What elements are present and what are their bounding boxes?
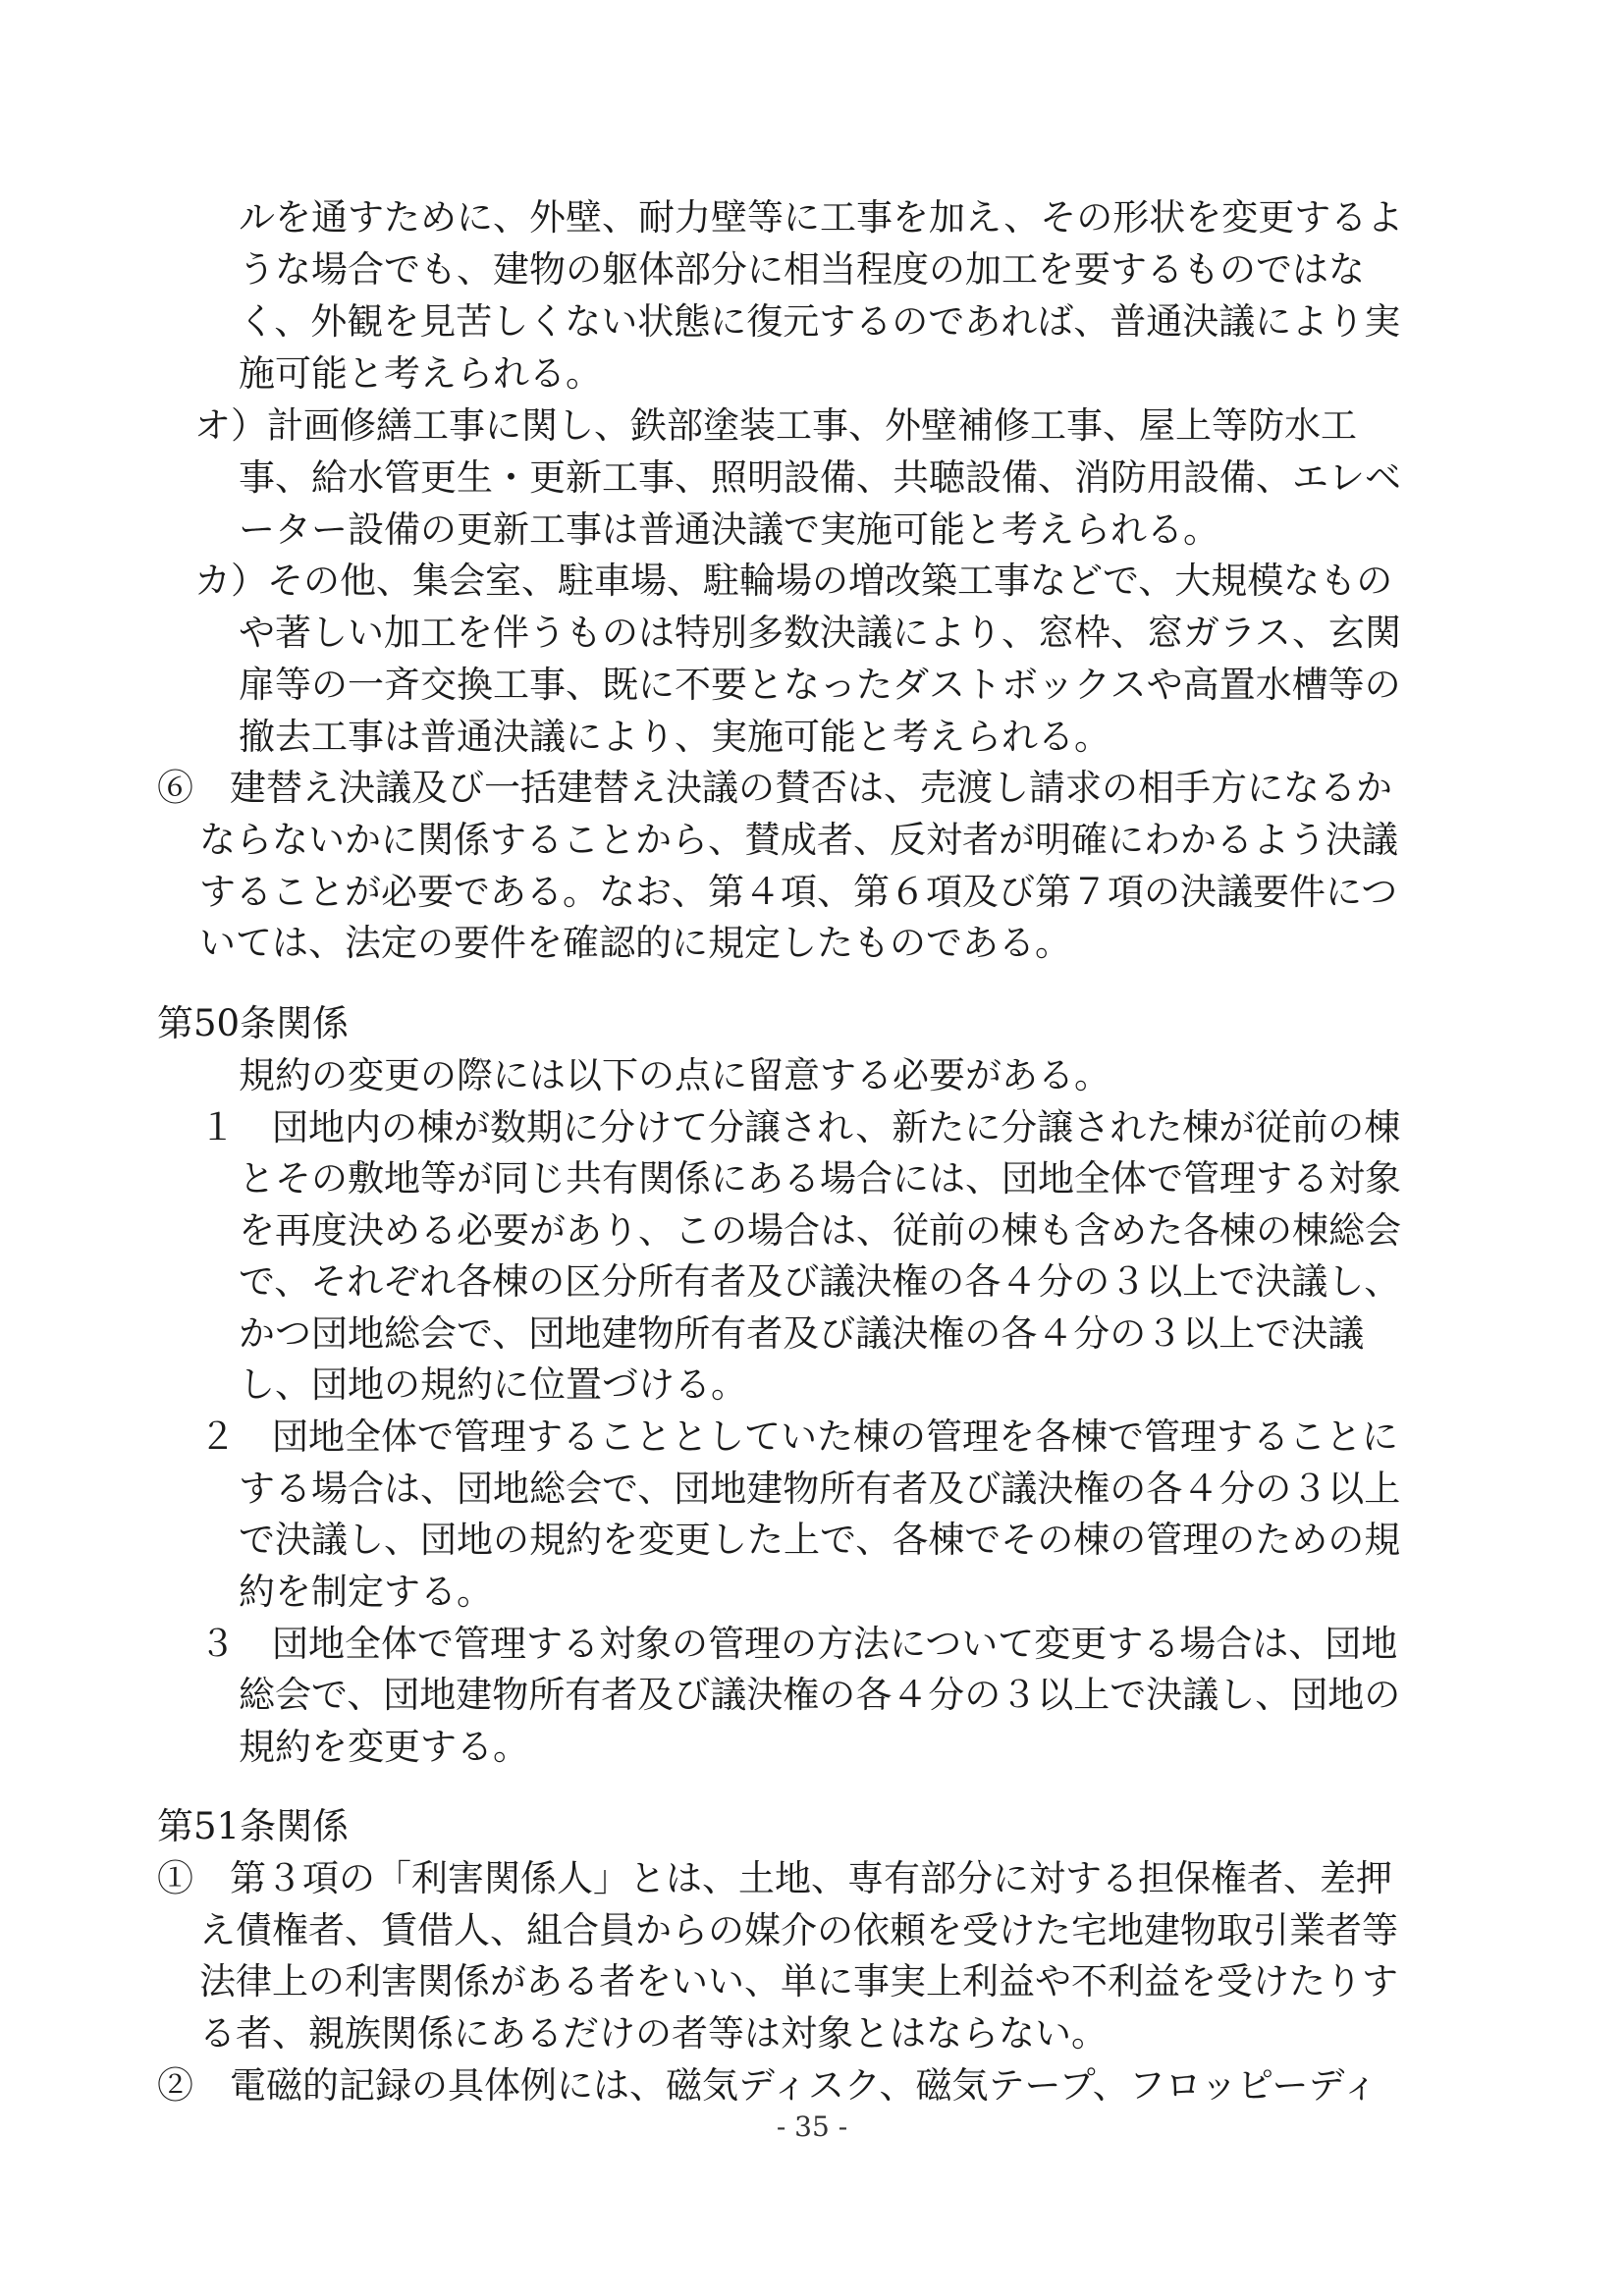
article-50-item2-line: ２ 団地全体で管理することとしていた棟の管理を各棟で管理することに bbox=[199, 1415, 1398, 1458]
article-50-item3-line: 規約を変更する。 bbox=[239, 1726, 529, 1768]
article-50-item1-line: とその敷地等が同じ共有関係にある場合には、団地全体で管理する対象 bbox=[239, 1157, 1401, 1200]
item-6-line: ならないかに関係することから、賛成者、反対者が明確にわかるよう決議 bbox=[199, 819, 1398, 861]
article-50-item1-line: かつ団地総会で、団地建物所有者及び議決権の各４分の３以上で決議 bbox=[239, 1312, 1365, 1355]
item-ka-line: カ）その他、集会室、駐車場、駐輪場の増改築工事などで、大規模なもの bbox=[194, 560, 1393, 602]
article-50-item2-line: で決議し、団地の規約を変更した上で、各棟でその棟の管理のための規 bbox=[239, 1519, 1401, 1561]
continuation-line: ルを通すために、外壁、耐力壁等に工事を加え、その形状を変更するよ bbox=[239, 196, 1404, 239]
article-50-item3-line: 総会で、団地建物所有者及び議決権の各４分の３以上で決議し、団地の bbox=[239, 1674, 1401, 1716]
article-50-item1-line: で、それぞれ各棟の区分所有者及び議決権の各４分の３以上で決議し、 bbox=[239, 1260, 1401, 1303]
continuation-line: く、外観を見苦しくない状態に復元するのであれば、普通決議により実 bbox=[239, 300, 1401, 343]
continuation-line: 施可能と考えられる。 bbox=[239, 352, 602, 395]
article-50-item1-line: し、団地の規約に位置づける。 bbox=[239, 1363, 747, 1406]
item-ka-line: 撤去工事は普通決議により、実施可能と考えられる。 bbox=[239, 716, 1110, 758]
item-ka-line: 扉等の一斉交換工事、既に不要となったダストボックスや高置水槽等の bbox=[239, 664, 1401, 706]
page-number: - 35 - bbox=[776, 2110, 848, 2143]
article-51-item1-line: え債権者、賃借人、組合員からの媒介の依頼を受けた宅地建物取引業者等 bbox=[199, 1909, 1398, 1951]
article-50-item3-line: ３ 団地全体で管理する対象の管理の方法について変更する場合は、団地 bbox=[199, 1623, 1398, 1665]
item-6-line: することが必要である。なお、第４項、第６項及び第７項の決議要件につ bbox=[199, 871, 1398, 913]
item-o-line: 事、給水管更生・更新工事、照明設備、共聴設備、消防用設備、エレベ bbox=[239, 456, 1401, 499]
item-6-line: ⑥ 建替え決議及び一括建替え決議の賛否は、売渡し請求の相手方になるか bbox=[157, 767, 1392, 809]
article-50-heading: 第50条関係 bbox=[157, 1002, 350, 1044]
article-51-item1-line: る者、親族関係にあるだけの者等は対象とはならない。 bbox=[199, 2012, 1108, 2055]
article-51-item1-line: ① 第３項の「利害関係人」とは、土地、専有部分に対する担保権者、差押 bbox=[157, 1857, 1392, 1899]
article-50-intro: 規約の変更の際には以下の点に留意する必要がある。 bbox=[239, 1054, 1110, 1096]
article-50-item1-line: を再度決める必要があり、この場合は、従前の棟も含めた各棟の棟総会 bbox=[239, 1209, 1401, 1252]
item-o-line: ーター設備の更新工事は普通決議で実施可能と考えられる。 bbox=[239, 508, 1219, 551]
item-6-line: いては、法定の要件を確認的に規定したものである。 bbox=[199, 922, 1071, 964]
article-50-item1-line: １ 団地内の棟が数期に分けて分譲され、新たに分譲された棟が従前の棟 bbox=[199, 1106, 1401, 1148]
article-50-item2-line: する場合は、団地総会で、団地建物所有者及び議決権の各４分の３以上 bbox=[239, 1468, 1401, 1510]
continuation-line: うな場合でも、建物の躯体部分に相当程度の加工を要するものではな bbox=[239, 248, 1365, 291]
article-51-item1-line: 法律上の利害関係がある者をいい、単に事実上利益や不利益を受けたりす bbox=[199, 1960, 1398, 2002]
item-o-line: オ）計画修繕工事に関し、鉄部塗装工事、外壁補修工事、屋上等防水工 bbox=[194, 404, 1357, 447]
article-50-item2-line: 約を制定する。 bbox=[239, 1571, 493, 1613]
article-51-item2-line: ② 電磁的記録の具体例には、磁気ディスク、磁気テープ、フロッピーディ bbox=[157, 2064, 1379, 2107]
article-51-heading: 第51条関係 bbox=[157, 1805, 350, 1847]
item-ka-line: や著しい加工を伴うものは特別多数決議により、窓枠、窓ガラス、玄関 bbox=[239, 612, 1401, 654]
